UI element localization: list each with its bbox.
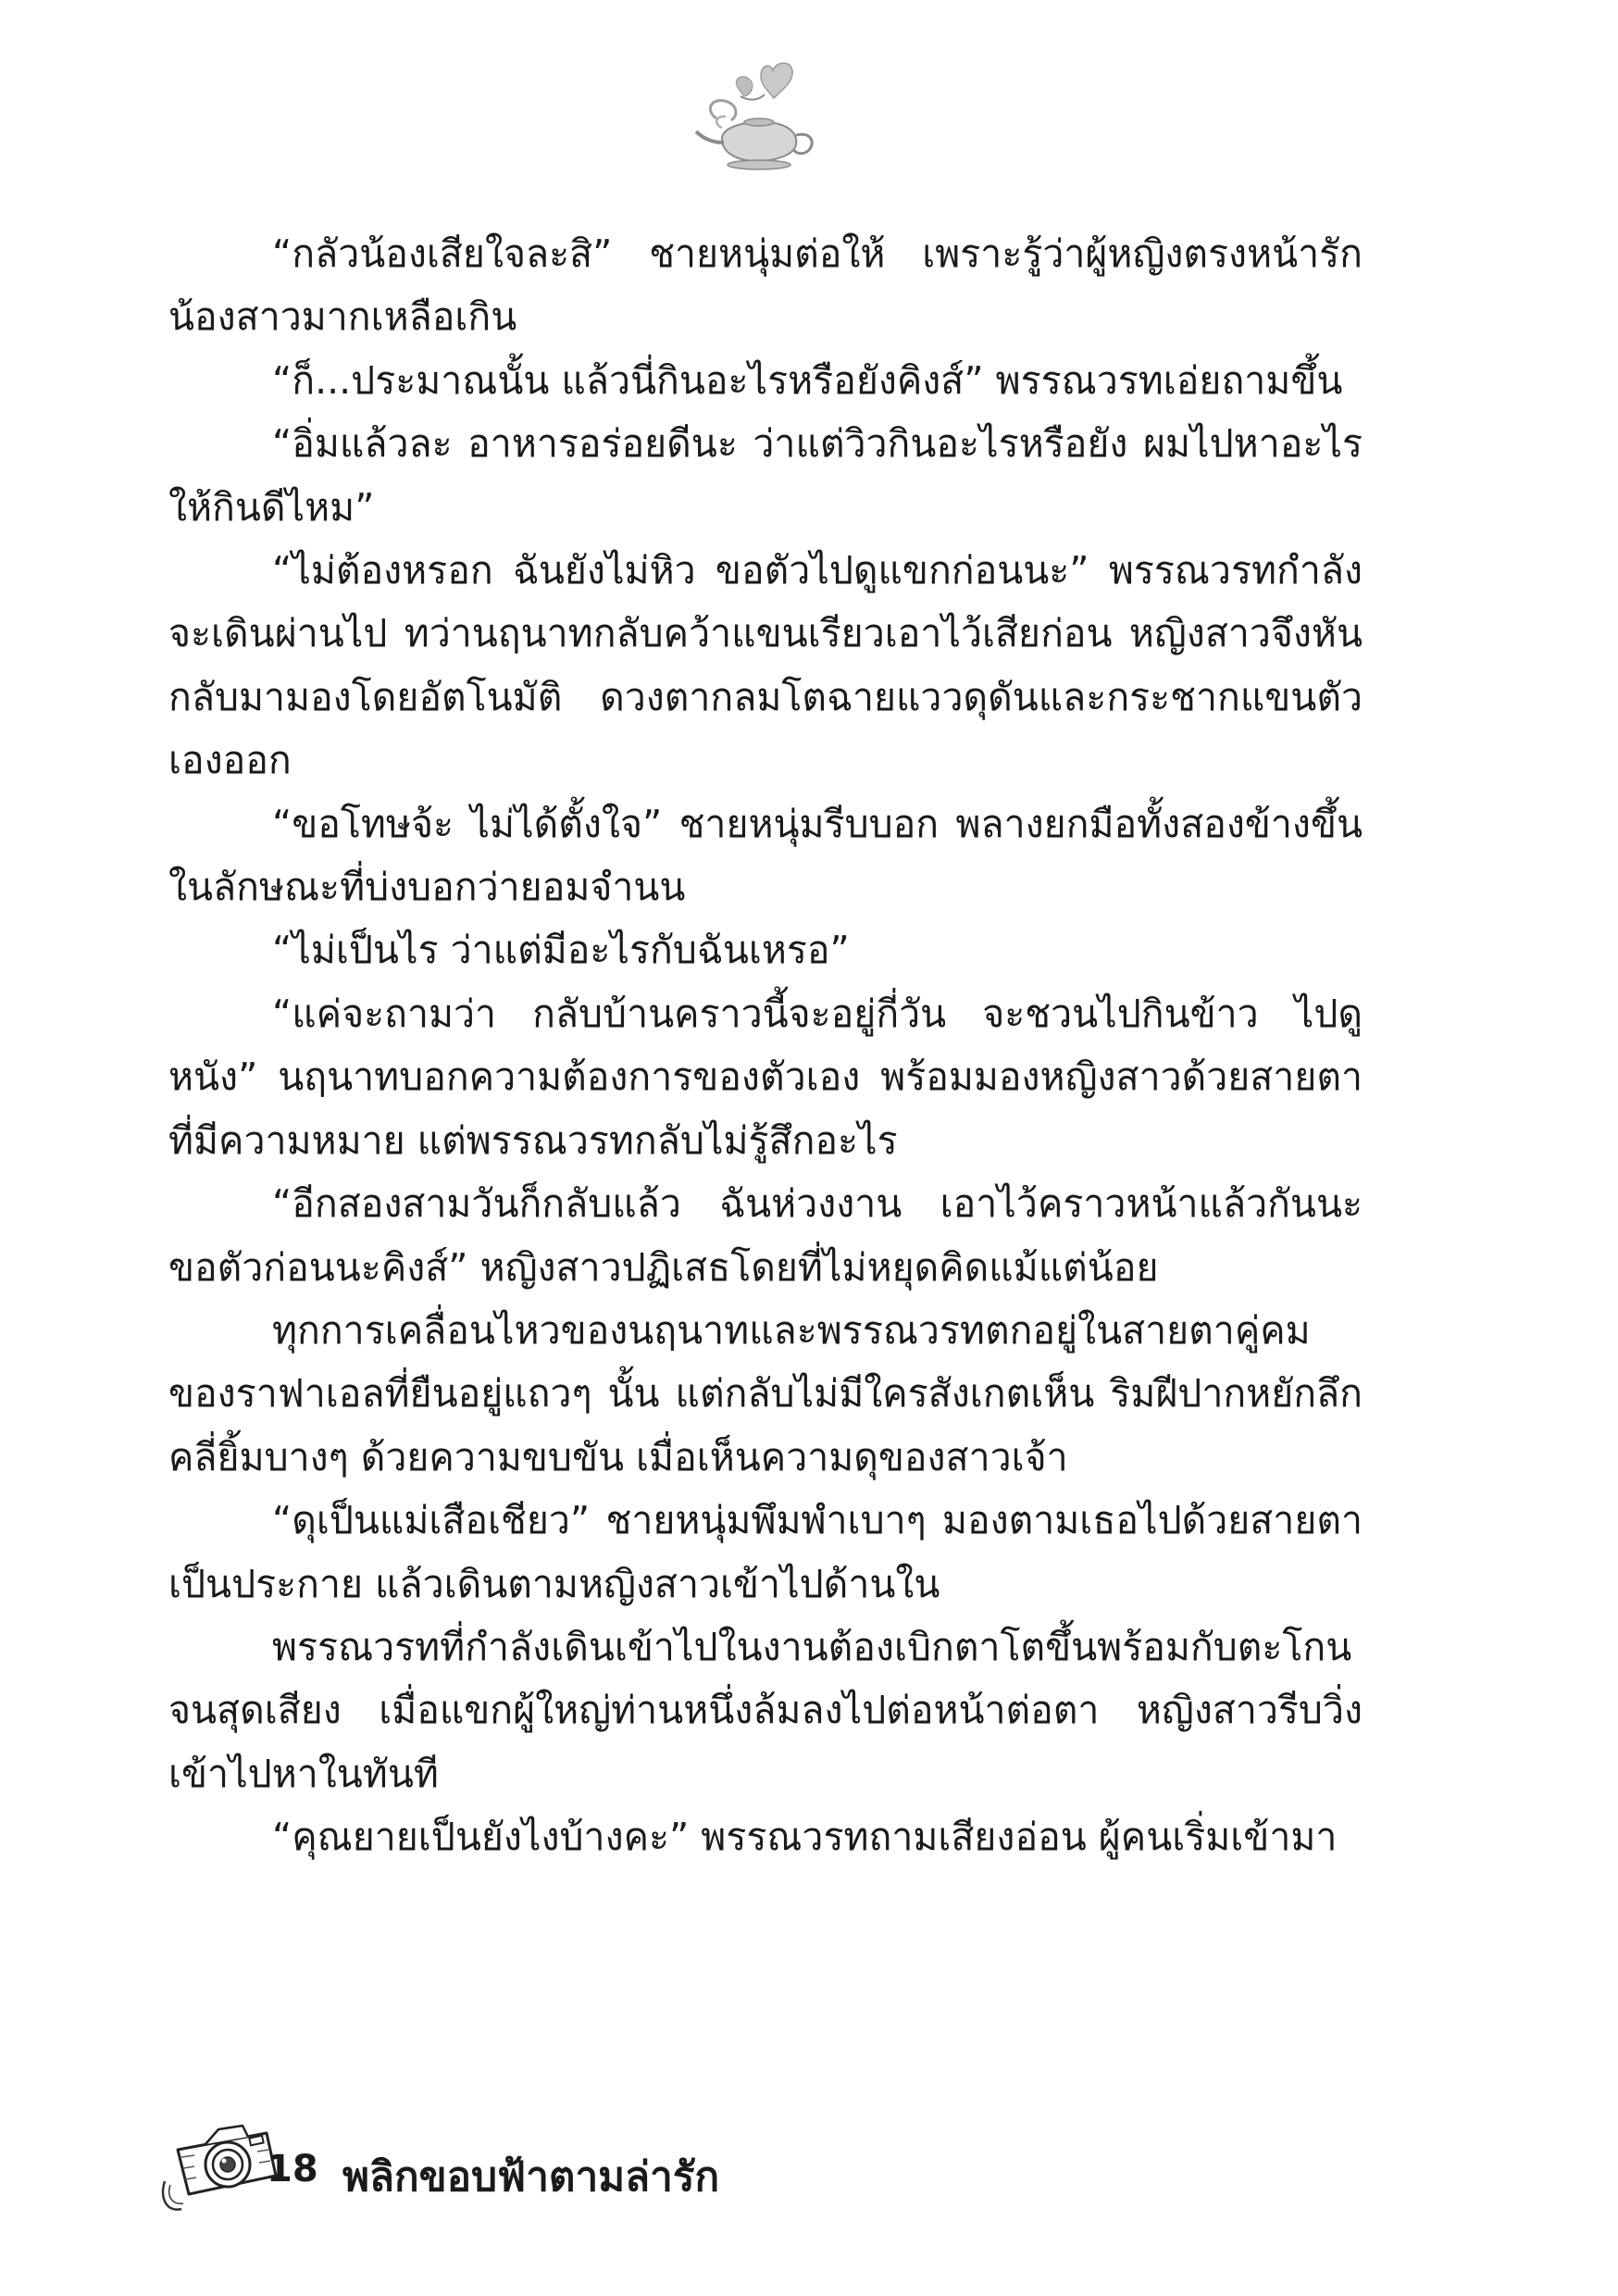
paragraph: ทุกการเคลื่อนไหวของนฤนาทและพรรณวรทตกอยู่ในสายตาคู่คมของราฟาเอลที่ยืนอยู่แถวๆ นั้น แต่กลับไม่มีใครสังเกตเห็น ริมฝีปากหยักลึกคลี่ยิ้มบางๆ ด้วยความขบขัน เมื่อเห็นความดุของสาวเจ้า [168, 1307, 1363, 1479]
paragraph: “คุณยายเป็นยังไงบ้างคะ” พรรณวรทถามเสียงอ่อน ผู้คนเริ่มเข้ามา [272, 1815, 1338, 1860]
paragraph: “แค่จะถามว่า กลับบ้านคราวนี้จะอยู่กี่วัน จะชวนไปกินข้าว ไปดูหนัง” นฤนาทบอกความต้องการของตัวเอง พร้อมมองหญิงสาวด้วยสายตาที่มีความหมาย แต่พรรณวรทกลับไม่รู้สึกอะไร [168, 991, 1363, 1163]
paragraph: “อิ่มแล้วละ อาหารอร่อยดีนะ ว่าแต่วิวกินอะไรหรือยัง ผมไปหาอะไรให้กินดีไหม” [168, 421, 1363, 530]
book-title: พลิกขอบฟ้าตามล่ารัก [342, 2153, 720, 2201]
paragraph: “กลัวน้องเสียใจละสิ” ชายหนุ่มต่อให้ เพราะรู้ว่าผู้หญิงตรงหน้ารักน้องสาวมากเหลือเกิน [168, 231, 1363, 340]
paragraph: “ขอโทษจ้ะ ไม่ได้ตั้งใจ” ชายหนุ่มรีบบอก พลางยกมือทั้งสองข้างขึ้นในลักษณะที่บ่งบอกว่ายอมจำนน [168, 801, 1363, 910]
page-number: 18 [267, 2148, 318, 2190]
page-footer [157, 2111, 990, 2222]
body-text [168, 222, 1363, 1869]
paragraph: “ไม่เป็นไร ว่าแต่มีอะไรกับฉันเหรอ” [272, 928, 850, 973]
paragraph: “ก็...ประมาณนั้น แล้วนี่กินอะไรหรือยังคิงส์” พรรณวรทเอ่ยถามขึ้น [272, 357, 1343, 403]
paragraph: “อีกสองสามวันก็กลับแล้ว ฉันห่วงงาน เอาไว้คราวหน้าแล้วกันนะขอตัวก่อนนะคิงส์” หญิงสาวปฏิเสธโดยที่ไม่หยุดคิดแม้แต่น้อย [168, 1181, 1363, 1290]
paragraph: “ไม่ต้องหรอก ฉันยังไม่หิว ขอตัวไปดูแขกก่อนนะ” พรรณวรทกำลังจะเดินผ่านไป ทว่านฤนาทกลับคว้าแขนเรียวเอาไว้เสียก่อน หญิงสาวจึงหันกลับมามองโดยอัตโนมัติ ดวงตากลมโตฉายแววดุดันและกระชากแขนตัวเองออก [168, 548, 1363, 783]
paragraph: “ดุเป็นแม่เสือเชียว” ชายหนุ่มพึมพำเบาๆ มองตามเธอไปด้วยสายตาเป็นประกาย แล้วเดินตามหญิงสาวเข้าไปด้านใน [168, 1498, 1363, 1606]
paragraph: พรรณวรทที่กำลังเดินเข้าไปในงานต้องเบิกตาโตขึ้นพร้อมกับตะโกนจนสุดเสียง เมื่อแขกผู้ใหญ่ท่านหนึ่งล้มลงไปต่อหน้าต่อตา หญิงสาวรีบวิ่งเข้าไปหาในทันที [168, 1624, 1363, 1796]
teapot-ornament-icon [685, 54, 824, 174]
